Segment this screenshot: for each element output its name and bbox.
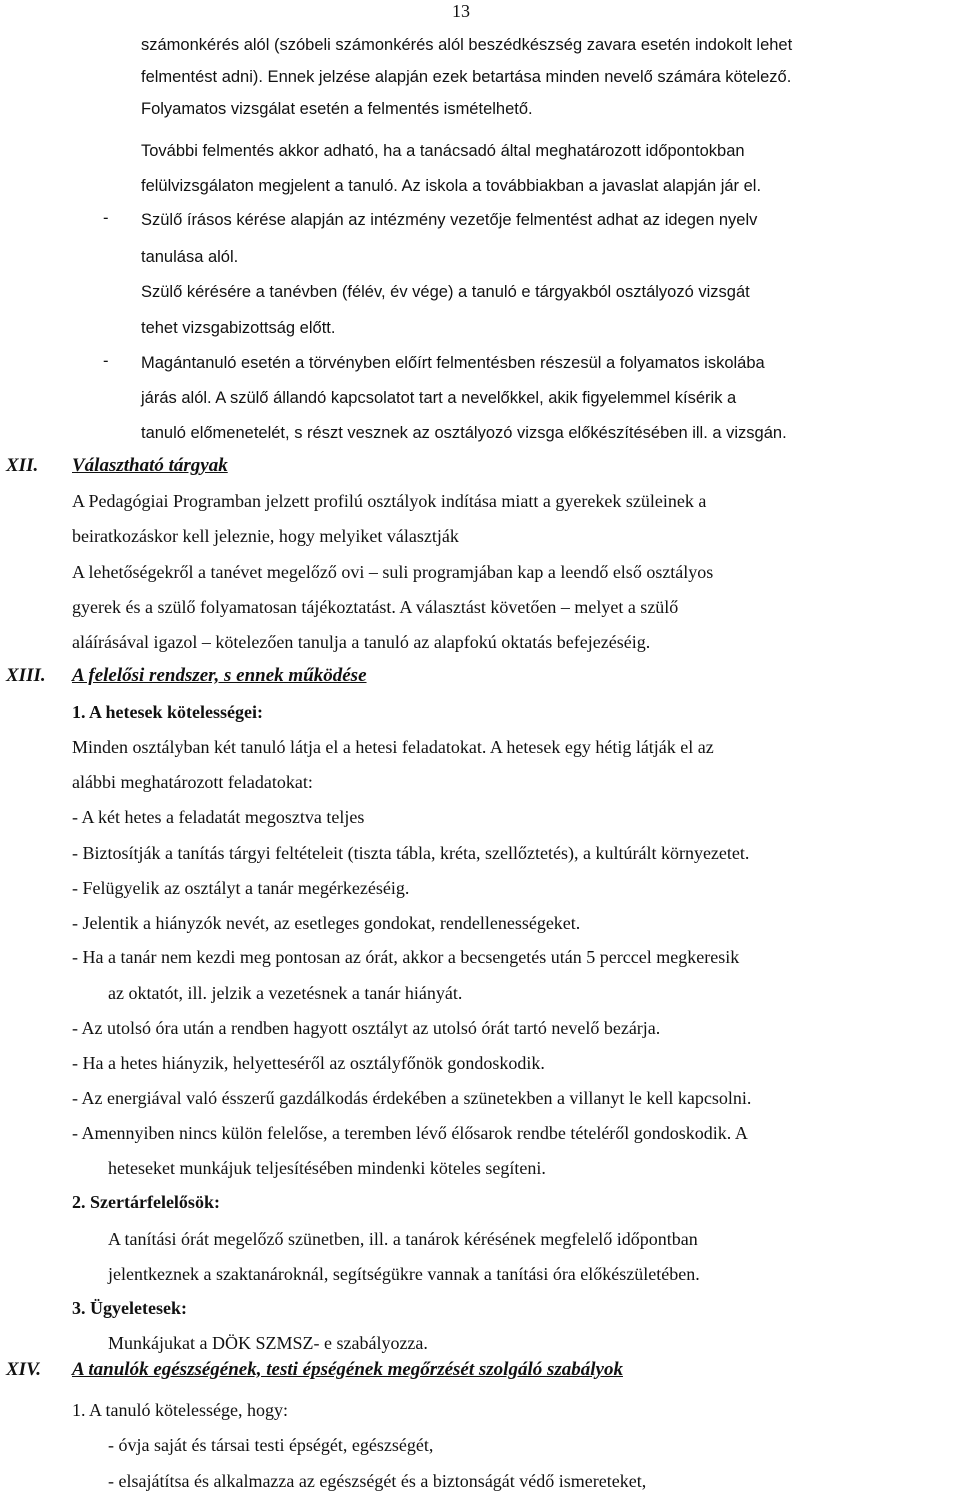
text-line: járás alól. A szülő állandó kapcsolatot tart a nevelőkkel, akik figyelemmel kísérik a — [141, 389, 737, 407]
list-item: - Az energiával való ésszerű gazdálkodás érdekében a szünetekben a villanyt le kell kapcsolni. — [72, 1088, 752, 1108]
text-line: tehet vizsgabizottság előtt. — [141, 319, 336, 337]
list-item: - óvja saját és társai testi épségét, egészségét, — [108, 1435, 434, 1455]
text-line: A lehetőségekről a tanévet megelőző ovi – suli programjában kap a leendő első osztályos — [72, 562, 714, 582]
list-item: - Ha a hetes hiányzik, helyetteséről az osztályfőnök gondoskodik. — [72, 1053, 545, 1073]
subsection-title: 2. Szertárfelelősök: — [72, 1192, 220, 1212]
text-line: A tanítási órát megelőző szünetben, ill. a tanárok kérésének megfelelő időpontban — [108, 1229, 698, 1249]
bullet-dash: - — [103, 209, 109, 227]
text-line: 1. A tanuló kötelessége, hogy: — [72, 1400, 288, 1420]
list-item: - Biztosítják a tanítás tárgyi feltételeit (tiszta tábla, kréta, szellőztetés), a kultúrált környezetet. — [72, 843, 750, 863]
page-number: 13 — [452, 1, 470, 21]
list-item: - Jelentik a hiányzók nevét, az esetleges gondokat, rendellenességeket. — [72, 913, 581, 933]
section-number: XIV. — [6, 1359, 42, 1380]
text-line: A Pedagógiai Programban jelzett profilú osztályok indítása miatt a gyerekek szüleinek a — [72, 491, 707, 511]
text-line: aláírásával igazol – kötelezően tanulja a tanuló az alapfokú oktatás befejezéséig. — [72, 632, 651, 652]
text-line: Magántanuló esetén a törvényben előírt felmentésben részesül a folyamatos iskolába — [141, 354, 765, 372]
list-item: heteseket munkájuk teljesítésében mindenki köteles segíteni. — [108, 1158, 546, 1178]
text-line: Minden osztályban két tanuló látja el a hetesi feladatokat. A hetesek egy hétig látják el az — [72, 737, 714, 757]
list-item: - Amennyiben nincs külön felelőse, a teremben lévő élősarok rendbe tételéről gondoskodik. A — [72, 1123, 748, 1143]
list-item: - Ha a tanár nem kezdi meg pontosan az órát, akkor a becsengetés után 5 perccel megkeresik — [72, 947, 740, 967]
text-line: jelentkeznek a szaktanároknál, segítségükre vannak a tanítási óra előkészületében. — [108, 1264, 700, 1284]
text-line: tanulása alól. — [141, 248, 239, 266]
text-line: alábbi meghatározott feladatokat: — [72, 772, 313, 792]
text-line: gyerek és a szülő folyamatosan tájékoztatást. A választást követően – melyet a szülő — [72, 597, 679, 617]
text-line: Szülő írásos kérése alapján az intézmény vezetője felmentést adhat az idegen nyelv — [141, 211, 758, 229]
text-line: beiratkozáskor kell jeleznie, hogy melyiket választják — [72, 526, 459, 546]
text-line: Folyamatos vizsgálat esetén a felmentés ismételhető. — [141, 100, 533, 118]
text-line: Munkájukat a DÖK SZMSZ- e szabályozza. — [108, 1333, 428, 1353]
text-line: További felmentés akkor adható, ha a tanácsadó által meghatározott időpontokban — [141, 142, 745, 160]
subsection-title: 1. A hetesek kötelességei: — [72, 702, 263, 722]
text-line: tanuló előmenetelét, s részt vesznek az osztályozó vizsga előkészítésében ill. a vizsgán. — [141, 424, 787, 442]
text-line: felülvizsgálaton megjelent a tanuló. Az iskola a továbbiakban a javaslat alapján jár el. — [141, 177, 762, 195]
section-title: A tanulók egészségének, testi épségének megőrzését szolgáló szabályok — [72, 1359, 623, 1380]
list-item: - Az utolsó óra után a rendben hagyott osztályt az utolsó órát tartó nevelő bezárja. — [72, 1018, 661, 1038]
section-number: XII. — [6, 455, 39, 476]
list-item: - A két hetes a feladatát megosztva teljes — [72, 807, 365, 827]
subsection-title: 3. Ügyeletesek: — [72, 1298, 187, 1318]
list-item: - elsajátítsa és alkalmazza az egészségét és a biztonságát védő ismereteket, — [108, 1471, 647, 1491]
list-item: az oktatót, ill. jelzik a vezetésnek a tanár hiányát. — [108, 983, 463, 1003]
list-item: - Felügyelik az osztályt a tanár megérkezéséig. — [72, 878, 410, 898]
section-number: XIII. — [6, 665, 46, 686]
text-line: számonkérés alól (szóbeli számonkérés alól beszédkészség zavara esetén indokolt lehet — [141, 36, 793, 54]
section-title: A felelősi rendszer, s ennek működése — [72, 665, 367, 686]
bullet-dash: - — [103, 352, 109, 370]
text-line: felmentést adni). Ennek jelzése alapján ezek betartása minden nevelő számára kötelező. — [141, 68, 792, 86]
section-title: Választható tárgyak — [72, 455, 228, 476]
text-line: Szülő kérésére a tanévben (félév, év vége) a tanuló e tárgyakból osztályozó vizsgát — [141, 283, 750, 301]
